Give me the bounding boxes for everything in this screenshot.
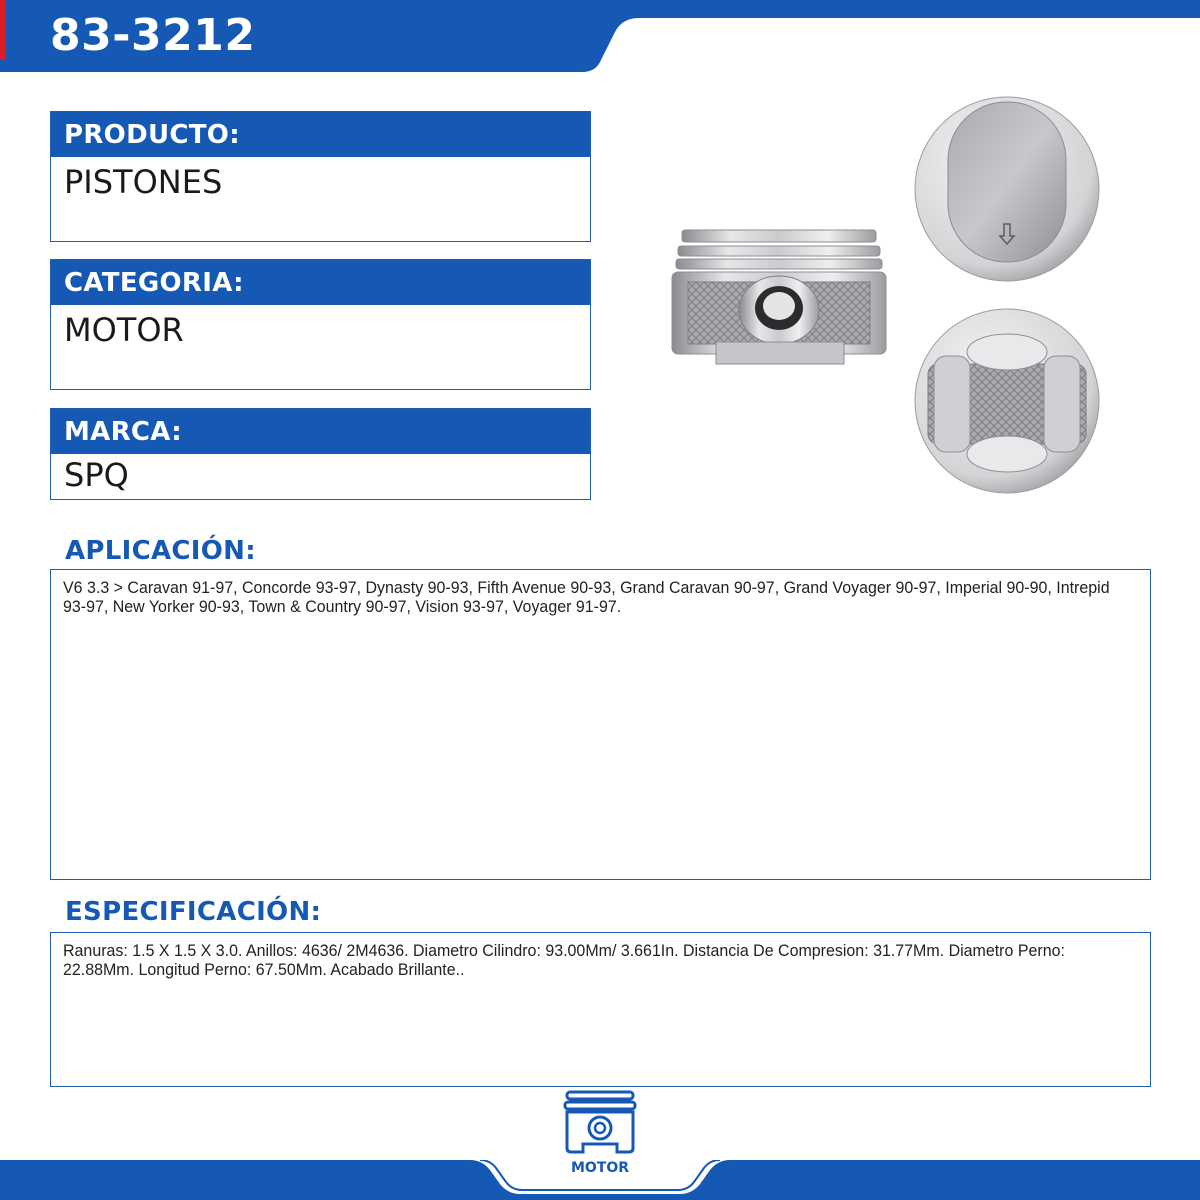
producto-field [50, 111, 591, 242]
motor-badge [555, 1088, 645, 1184]
marca-field [50, 408, 591, 500]
marca-label: MARCA: [51, 409, 590, 454]
aplicacion-box [50, 569, 1151, 880]
piston-top-image [914, 96, 1100, 282]
part-number-title: 83-3212 [50, 10, 256, 61]
producto-value: PISTONES [64, 163, 223, 201]
especificacion-title: ESPECIFICACIÓN: [65, 897, 322, 927]
motor-badge-label: MOTOR [570, 1160, 630, 1176]
header-band [0, 0, 1200, 72]
categoria-value: MOTOR [64, 311, 184, 349]
piston-bottom-image [914, 306, 1100, 496]
producto-label: PRODUCTO: [51, 112, 590, 157]
piston-icon [555, 1088, 645, 1158]
especificacion-box [50, 932, 1151, 1087]
marca-value: SPQ [64, 456, 129, 494]
categoria-field [50, 259, 591, 390]
especificacion-text: Ranuras: 1.5 X 1.5 X 3.0. Anillos: 4636/ 2M4636. Diametro Cilindro: 93.00Mm/ 3.661In. Distancia De Compresion: 31.77Mm. Diametro Perno: 22.88Mm. Longitud Perno: 67.50Mm. Acabado Brillante.. [63, 941, 1065, 979]
piston-side-image [668, 222, 890, 372]
categoria-label: CATEGORIA: [51, 260, 590, 305]
aplicacion-title: APLICACIÓN: [65, 536, 256, 566]
aplicacion-text: V6 3.3 > Caravan 91-97, Concorde 93-97, Dynasty 90-93, Fifth Avenue 90-93, Grand Caravan 90-97, Grand Voyager 90-97, Imperial 90-90, Intrepid 93-97, New Yorker 90-93, Town & Country 90-97, Vision 93-97, Voyager 91-97. [63, 578, 1110, 616]
